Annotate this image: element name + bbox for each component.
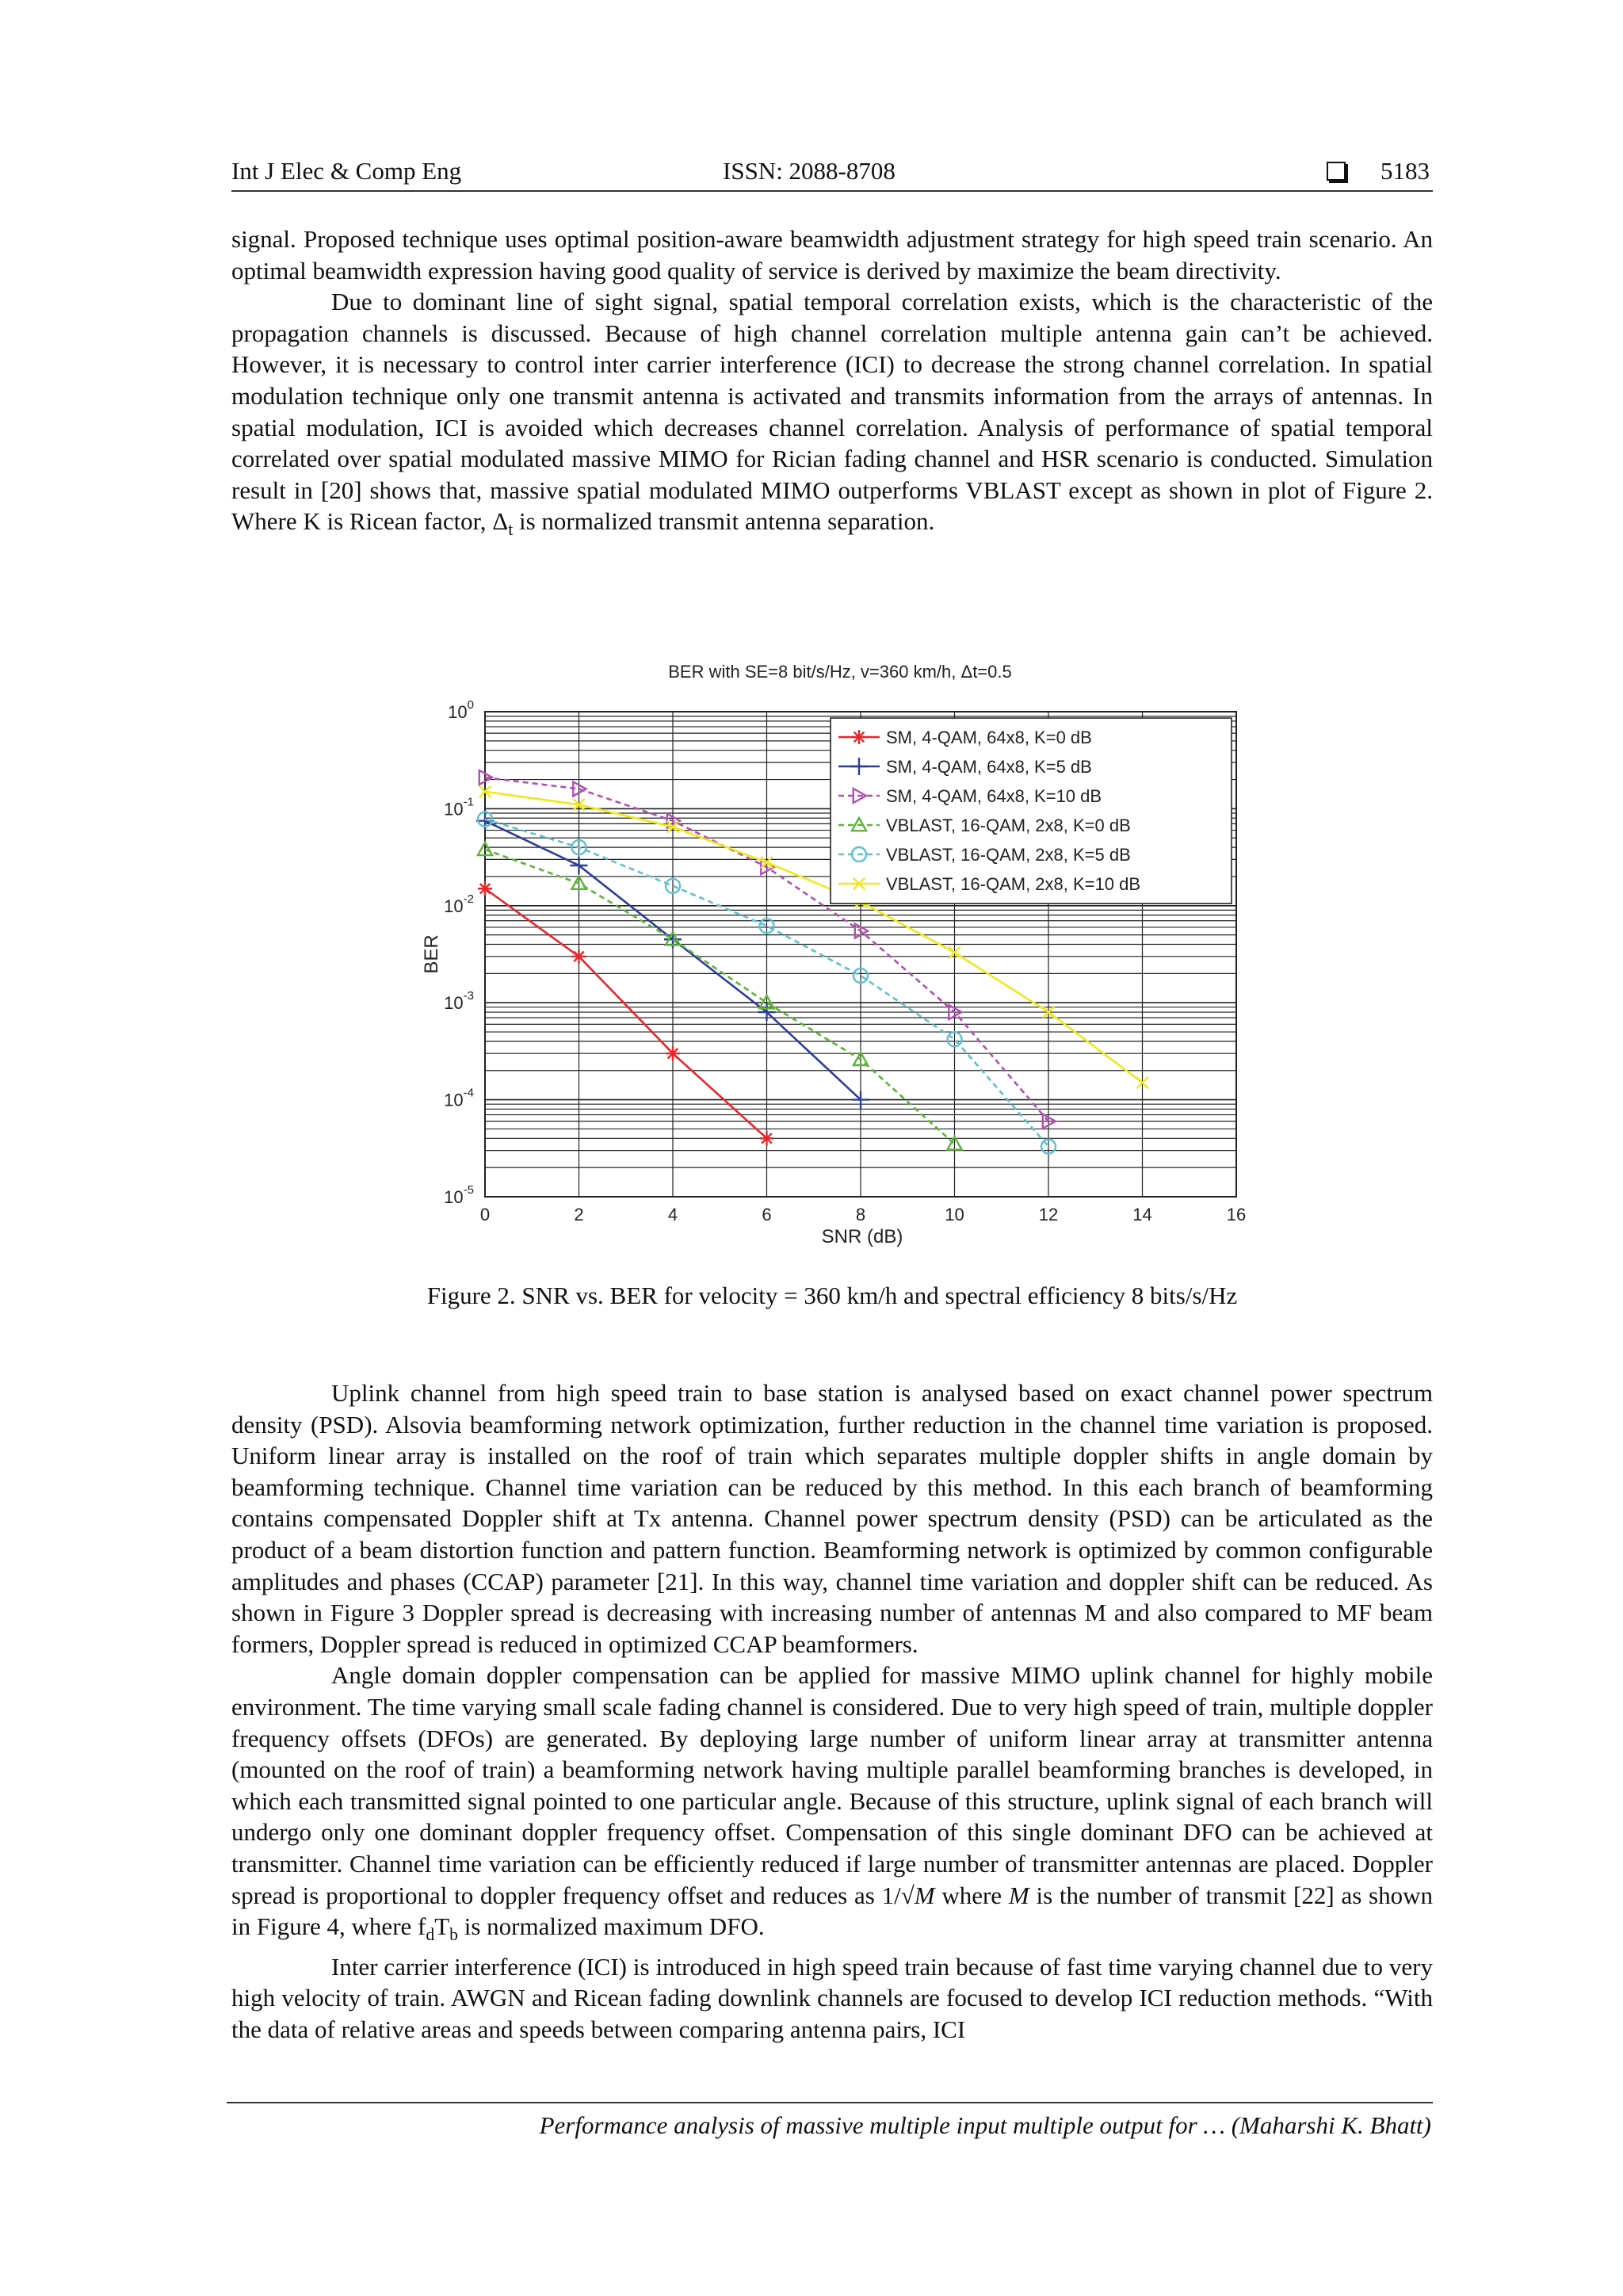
data-point xyxy=(666,1046,680,1060)
legend-label: VBLAST, 16-QAM, 2x8, K=0 dB xyxy=(886,816,1131,835)
legend-label: SM, 4-QAM, 64x8, K=10 dB xyxy=(886,786,1102,806)
y-axis-label: BER xyxy=(421,934,442,974)
ber-chart xyxy=(396,650,1268,1268)
figure-caption: Figure 2. SNR vs. BER for velocity = 360 km/h and spectral efficiency 8 bits/s/Hz xyxy=(426,1282,1238,1309)
legend-label: SM, 4-QAM, 64x8, K=5 dB xyxy=(886,757,1092,777)
x-tick-label: 4 xyxy=(667,1205,678,1224)
checkbox-square-icon xyxy=(1327,162,1346,181)
x-tick-label: 8 xyxy=(855,1205,866,1224)
y-tick-label: $10^{-3}$ xyxy=(444,989,474,1014)
x-tick-label: 14 xyxy=(1132,1205,1152,1224)
issn: ISSN: 2088-8708 xyxy=(723,157,896,185)
paragraph xyxy=(231,1660,1433,1951)
x-tick-label: 10 xyxy=(945,1205,964,1224)
legend-label: SM, 4-QAM, 64x8, K=0 dB xyxy=(886,728,1092,747)
journal-name: Int J Elec & Comp Eng xyxy=(231,157,462,185)
page-number-group xyxy=(1327,157,1430,185)
running-title: Performance analysis of massive multiple input multiple output for … (Maharshi K. Bhatt) xyxy=(539,2111,1431,2139)
delta-symbol: Δ xyxy=(492,507,509,536)
y-tick-label: $10^0$ xyxy=(448,698,474,722)
y-tick-label: $10^{-2}$ xyxy=(444,892,474,916)
text-end: is normalized maximum DFO. xyxy=(457,1912,765,1941)
paragraph-text: Due to dominant line of sight signal, spatial temporal correlation exists, which is the characteristic of the propagation channels is discussed. Because of high channel correlation multiple antenna gain can’t be achieved. However, it is necessary to control inter carrier interference (ICI) to decrease the strong channel correlation. In spatial modulation technique only one transmit antenna is activated and transmits information from the arrays of antennas. In spatial modulation, ICI is avoided which decreases channel correlation. Analysis of performance of spatial temporal correlated over spatial modulated massive MIMO for Rician fading channel and HSR scenario is conducted. Simulation result in [20] shows that, massive spatial modulated MIMO outperforms VBLAST except as shown in plot of Figure 2. Where K is Ricean factor, xyxy=(231,288,1433,536)
x-tick-label: 16 xyxy=(1226,1205,1247,1224)
delta-subscript: t xyxy=(508,520,514,540)
paragraph: signal. Proposed technique uses optimal position-aware beamwidth adjustment strategy for high speed train scenario. An optimal beamwidth expression having good quality of service is derived by maximize the beam directivity. xyxy=(231,225,1433,285)
y-tick-label: $10^{-4}$ xyxy=(444,1086,474,1110)
y-tick-label: $10^{-1}$ xyxy=(444,795,474,819)
paragraph-tail: is normalized transmit antenna separation. xyxy=(513,507,935,536)
legend-label: VBLAST, 16-QAM, 2x8, K=10 dB xyxy=(886,874,1140,894)
body-text-top xyxy=(231,223,1433,546)
running-footer xyxy=(227,2102,1433,2139)
sub-b: b xyxy=(449,1925,458,1945)
body-text-bottom xyxy=(231,1377,1433,2046)
var-m: M xyxy=(1008,1881,1029,1909)
var-m: M xyxy=(914,1881,935,1909)
text-is-number: is the number of transmit [22] as shown in Figure 4, where f xyxy=(231,1881,1433,1941)
y-tick-label: $10^{-5}$ xyxy=(444,1183,474,1207)
running-header xyxy=(231,155,1433,192)
x-tick-label: 2 xyxy=(574,1205,584,1224)
paragraph: Inter carrier interference (ICI) is introduced in high speed train because of fast time varying channel due to very high velocity of train. AWGN and Ricean fading downlink channels are focused to develop ICI reduction methods. “With the data of relative areas and speeds between comparing antenna pairs, ICI xyxy=(231,1952,1433,2044)
text-where: where xyxy=(934,1881,1009,1909)
x-axis-label: SNR (dB) xyxy=(821,1226,903,1247)
chart-title: BER with SE=8 bit/s/Hz, v=360 km/h, Δt=0.5 xyxy=(668,662,1012,682)
x-tick-label: 12 xyxy=(1038,1205,1059,1224)
paragraph xyxy=(231,286,1433,546)
legend-label: VBLAST, 16-QAM, 2x8, K=5 dB xyxy=(886,845,1131,865)
page-number: 5183 xyxy=(1381,157,1430,185)
sub-d: d xyxy=(426,1925,435,1945)
x-tick-label: 0 xyxy=(479,1205,491,1224)
paragraph: Uplink channel from high speed train to base station is analysed based on exact channel power spectrum density (PSD). Alsovia beamforming network optimization, further reduction in the channel time variation is proposed. Uniform linear array is installed on the roof of train which separates multiple doppler shifts in angle domain by beamforming technique. Channel time variation can be reduced by this method. In this each branch of beamforming contains compensated Doppler shift at Tx antenna. Channel power spectrum density (PSD) can be articulated as the product of a beam distortion function and pattern function. Beamforming network is optimized by common configurable amplitudes and phases (CCAP) parameter [21]. In this way, channel time variation and doppler shift can be reduced. As shown in Figure 3 Doppler spread is decreasing with increasing number of antennas M and also compared to MF beam formers, Doppler spread is reduced in optimized CCAP beamformers. xyxy=(231,1379,1433,1658)
var-t: T xyxy=(434,1912,450,1941)
x-tick-label: 6 xyxy=(762,1205,772,1224)
chart-legend xyxy=(831,718,1232,904)
paragraph-text: Angle domain doppler compensation can be applied for massive MIMO uplink channel for highly mobile environment. The time varying small scale fading channel is considered. Due to very high speed of train, multiple doppler frequency offsets (DFOs) are generated. By deploying large number of uniform linear array at transmitter antenna (mounted on the roof of train) a beamforming network having multiple parallel beamforming branches is developed, in which each transmitted signal pointed to one particular angle. Because of this structure, uplink signal of each branch will undergo only one dominant doppler frequency offset. Compensation of this single dominant DFO can be achieved at transmitter. Channel time variation can be efficiently reduced if large number of transmitter antennas are placed. Doppler spread is proportional to doppler frequency offset and reduces as 1/√ xyxy=(231,1661,1433,1909)
